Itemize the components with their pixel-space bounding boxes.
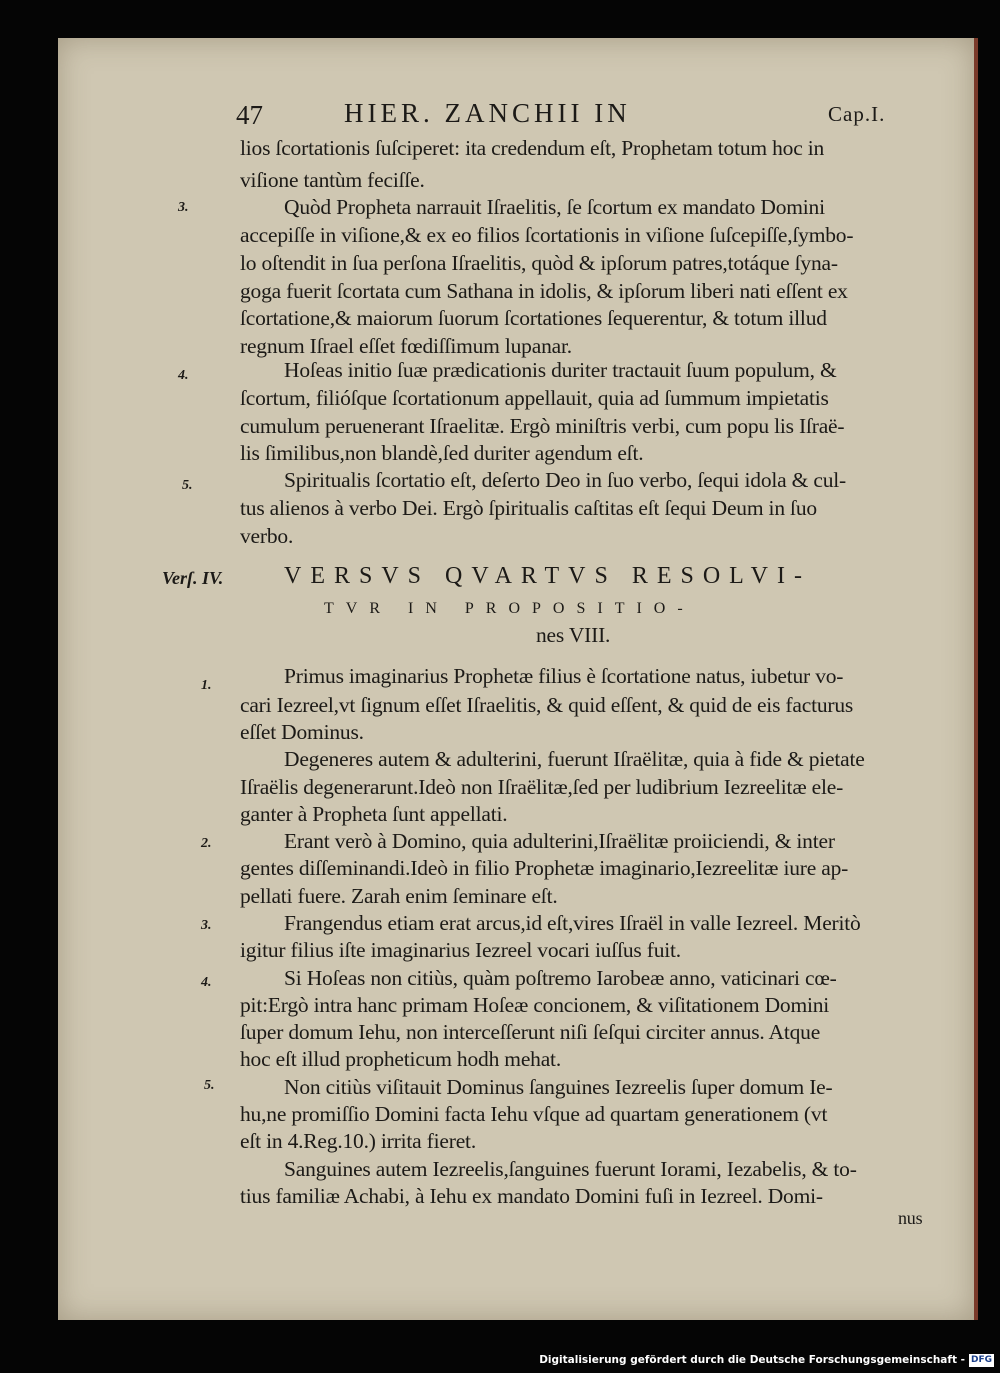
dfg-logo: DFG <box>970 1354 992 1365</box>
text-line: ſcortatione,& maiorum ſuorum ſcortationes ſequerentur, & totum illud <box>240 306 827 330</box>
margin-verse-label: Verſ. IV. <box>162 568 224 588</box>
text-line: ganter à Propheta ſunt appellati. <box>240 802 508 826</box>
text-line: Erant verò à Domino, quia adulterini,Iſraëlitæ proiiciendi, & inter <box>284 829 835 853</box>
text-line: Si Hoſeas non citiùs, quàm poſtremo Iarobeæ anno, vaticinari cœ- <box>284 966 837 990</box>
margin-note-number: 2. <box>201 836 212 851</box>
text-line: tus alienos à verbo Dei. Ergò ſpiritualis caſtitas eſt ſequi Deum in ſuo <box>240 496 817 520</box>
margin-note-number: 3. <box>178 200 189 215</box>
text-line: Iſraëlis degenerarunt.Ideò non Iſraëlitæ,ſed per ludibrium Iezreelitæ ele- <box>240 775 844 799</box>
section-heading: VERSVS QVARTVS RESOLVI- <box>284 563 811 589</box>
margin-note-number: 4. <box>178 368 189 383</box>
text-line: cumulum peruenerant Iſraelitæ. Ergò miniſtris verbi, cum popu lis Iſraë- <box>240 414 845 438</box>
text-line: lis ſimilibus,non blandè,ſed duriter agendum eſt. <box>240 441 644 465</box>
chapter-label: Cap.I. <box>828 102 886 126</box>
text-line: pellati fuere. Zarah enim ſeminare eſt. <box>240 884 558 908</box>
text-line: Hoſeas initio ſuæ prædicationis duriter tractauit ſuum populum, & <box>284 358 837 382</box>
funding-footer <box>539 1351 994 1369</box>
text-line: regnum Iſrael eſſet fœdiſſimum lupanar. <box>240 334 572 358</box>
text-line: tius familiæ Achabi, à Iehu ex mandato Domini fuſi in Iezreel. Domi- <box>240 1184 823 1208</box>
margin-note-number: 5. <box>182 478 193 493</box>
text-line: eſt in 4.Reg.10.) irrita fieret. <box>240 1129 476 1153</box>
text-line: eſſet Dominus. <box>240 720 364 744</box>
text-line: gentes diſſeminandi.Ideò in filio Prophetæ imaginario,Iezreelitæ iure ap- <box>240 856 849 880</box>
catchword: nus <box>898 1208 923 1228</box>
running-title: HIER. ZANCHII IN <box>344 98 631 128</box>
text-line: igitur filius iſte imaginarius Iezreel vocari iuſſus fuit. <box>240 938 681 962</box>
text-line: Spiritualis ſcortatio eſt, deſerto Deo in ſuo verbo, ſequi idola & cul- <box>284 468 846 492</box>
margin-note-number: 1. <box>201 678 212 693</box>
text-line: ſuper domum Iehu, non interceſſerunt niſi ſeſqui circiter annus. Atque <box>240 1020 821 1044</box>
text-line: goga fuerit ſcortata cum Sathana in idolis, & ipſorum liberi nati eſſent ex <box>240 279 848 303</box>
text-line: viſione tantùm feciſſe. <box>240 168 425 192</box>
text-line: Frangendus etiam erat arcus,id eſt,vires Iſraël in valle Iezreel. Meritò <box>284 911 861 935</box>
page-number: 47 <box>236 100 263 130</box>
text-line: lios ſcortationis ſuſciperet: ita credendum eſt, Prophetam totum hoc in <box>240 136 825 160</box>
text-line: Primus imaginarius Prophetæ filius è ſcortatione natus, iubetur vo- <box>284 664 844 688</box>
margin-note-number: 4. <box>201 975 212 990</box>
text-line: hoc eſt illud propheticum hodh mehat. <box>240 1047 561 1071</box>
text-line: Quòd Propheta narrauit Iſraelitis, ſe ſcortum ex mandato Domini <box>284 195 825 219</box>
funding-text: Digitalisierung gefördert durch die Deutsche Forschungsgemeinschaft - <box>539 1354 965 1366</box>
text-line: ſcortum, filióſque ſcortationum appellauit, quia ad ſummum impietatis <box>240 386 829 410</box>
text-line: lo oſtendit in ſua perſona Iſraelitis, quòd & ipſorum patres,totáque ſyna- <box>240 251 838 275</box>
section-heading-end: nes VIII. <box>536 623 611 647</box>
margin-note-number: 5. <box>204 1078 215 1093</box>
book-page <box>58 38 978 1320</box>
text-line: Sanguines autem Iezreelis,ſanguines fuerunt Iorami, Iezabelis, & to- <box>284 1157 857 1181</box>
text-line: cari Iezreel,vt ſignum eſſet Iſraelitis, & quid eſſent, & quid de eis facturus <box>240 693 854 717</box>
text-line: verbo. <box>240 524 294 548</box>
margin-note-number: 3. <box>201 918 212 933</box>
text-line: pit:Ergò intra hanc primam Hoſeæ concionem, & viſitationem Domini <box>240 993 830 1017</box>
text-line: Degeneres autem & adulterini, fuerunt Iſraëlitæ, quia à fide & pietate <box>284 747 865 771</box>
text-line: hu,ne promiſſio Domini facta Iehu vſque ad quartam generationem (vt <box>240 1102 828 1126</box>
text-line: Non citiùs viſitauit Dominus ſanguines Iezreelis ſuper domum Ie- <box>284 1075 833 1099</box>
section-heading-continued: TVR IN PROPOSITIO- <box>324 600 695 617</box>
text-line: accepiſſe in viſione,& ex eo filios ſcortationis in viſione ſuſcepiſſe,ſymbo- <box>240 223 854 247</box>
